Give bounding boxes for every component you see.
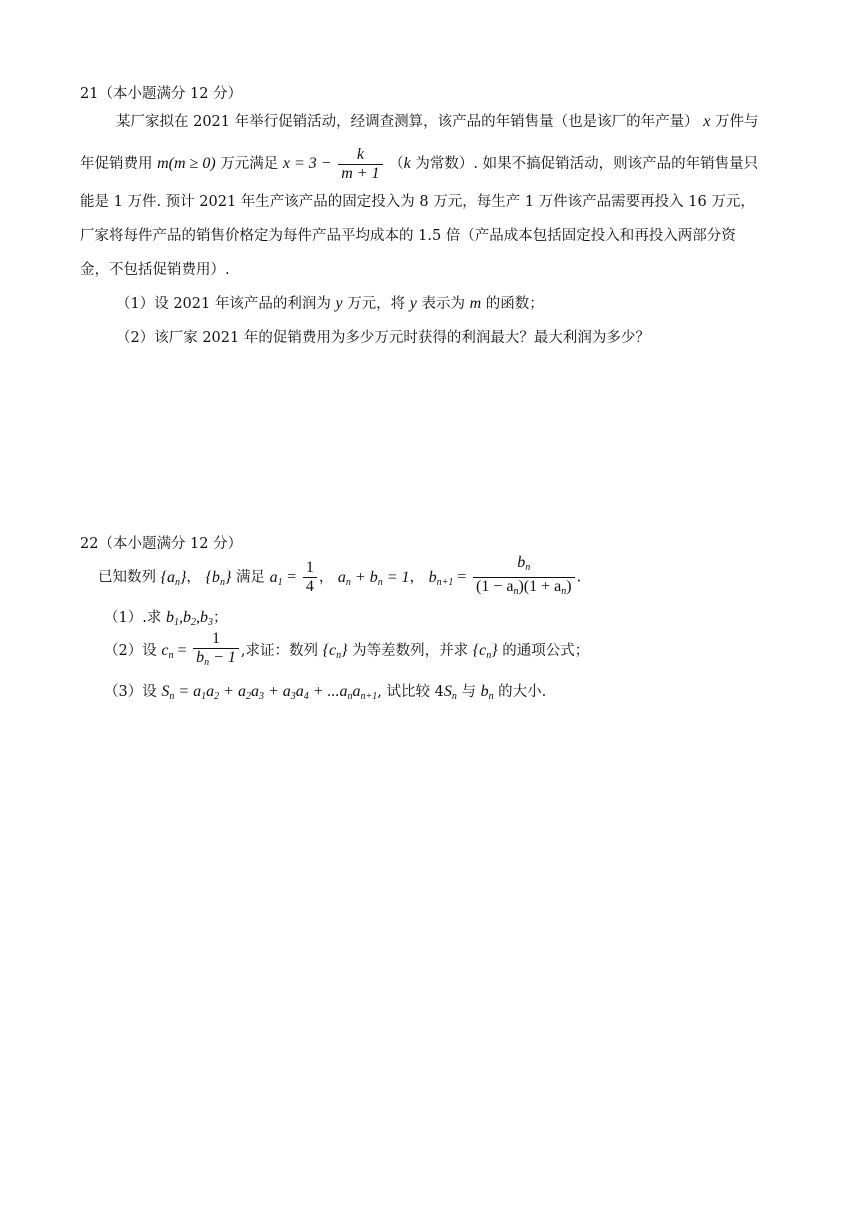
- q21-paragraph-line-5: [80, 260, 230, 280]
- q22-text: ；: [212, 610, 228, 626]
- fraction-recurrence: [473, 554, 575, 601]
- var-y: y: [335, 295, 343, 312]
- q21-text: 的函数；: [485, 296, 544, 312]
- q21-text: 某厂家拟在 2021 年举行促销活动，经调查测算，该产品的年销售量（也是该厂的年产量）: [116, 114, 699, 130]
- q22-text: .: [576, 569, 582, 586]
- fraction-denominator: $b_n - 1$: [193, 648, 239, 672]
- q21-text: 厂家将每件产品的销售价格定为每件产品平均成本的 1.5 倍（产品成本包括固定投入和再投入两部分资: [80, 228, 736, 244]
- fraction-c-n-definition: [193, 630, 239, 672]
- q22-text: （1）.求: [104, 610, 162, 626]
- q22-text: ，: [318, 569, 334, 586]
- q21-subquestion-2: [116, 328, 650, 348]
- fraction-one-quarter: [303, 559, 317, 596]
- q21-paragraph-line-4: [80, 226, 736, 246]
- q22-text: ，: [186, 569, 201, 586]
- sequence-b: $\{b_n\}$: [205, 568, 232, 588]
- term-a1: $a_1$: [269, 568, 283, 588]
- fraction-numerator: k: [356, 145, 364, 163]
- sequence-c: $\{c_n\}$: [322, 642, 348, 661]
- equals-sign: =: [287, 568, 297, 586]
- q22-text: 为等差数列，并求: [352, 643, 469, 659]
- q22-text: 的通项公式；: [502, 643, 590, 659]
- q21-paragraph-line-1: [116, 112, 758, 132]
- q21-text: 表示为: [421, 296, 466, 312]
- var-k: k: [403, 155, 411, 172]
- q22-text: （2）设: [104, 643, 157, 659]
- sequence-c: $\{c_n\}$: [472, 642, 498, 661]
- q22-text: , 试比较 4: [377, 684, 444, 700]
- q21-text: 万元，将: [347, 296, 406, 312]
- q21-header: [80, 84, 242, 104]
- fraction-numerator: $b_n$: [517, 554, 531, 573]
- q22-paragraph-line-1: [98, 554, 581, 604]
- equals-sign: =: [453, 568, 467, 586]
- q21-subquestion-1: [116, 294, 544, 314]
- sum-definition: $S_n = a_1a_2 + a_2a_3 + a_3a_4 + ...a_na_{n+1}$: [161, 683, 378, 702]
- fraction-denominator: 4: [303, 577, 317, 596]
- q22-text: 已知数列: [98, 569, 156, 586]
- equation-left: x = 3 −: [282, 155, 332, 172]
- q22-text: 与: [461, 684, 476, 700]
- q21-text: （: [389, 156, 404, 172]
- q21-text: 为常数）. 如果不搞促销活动，则该产品的年销售量只: [415, 156, 759, 172]
- q22-text: 的大小.: [498, 684, 547, 700]
- q21-text: 年促销费用: [80, 156, 153, 172]
- q22-subquestion-3: [104, 682, 546, 707]
- fraction-numerator: 1: [305, 559, 314, 576]
- q21-header-text: 21（本小题满分 12 分）: [80, 86, 243, 102]
- q21-text: 万件与: [714, 114, 759, 130]
- equals-sign: =: [173, 642, 187, 659]
- q21-text: 能是 1 万件. 预计 2021 年生产该产品的固定投入为 8 万元，每生产 1 万件该产品需要再投入 16 万元，: [80, 194, 755, 210]
- q21-text: （1）设 2021 年该产品的利润为: [116, 296, 331, 312]
- q21-text: 金，不包括促销费用）.: [80, 262, 230, 278]
- q22-header: [80, 534, 242, 554]
- var-x: x: [703, 113, 711, 130]
- q21-paragraph-line-3: [80, 192, 755, 212]
- var-y: y: [409, 295, 417, 312]
- term-S-n: $S_n$: [443, 683, 457, 702]
- fraction-numerator: 1: [211, 630, 220, 647]
- q22-text: （3）设: [104, 684, 157, 700]
- condition-m: m(m ≥ 0): [157, 155, 216, 172]
- q21-paragraph-line-2: [80, 144, 758, 184]
- q22-header-text: 22（本小题满分 12 分）: [80, 536, 243, 552]
- q22-text: ,求证：数列: [240, 643, 318, 659]
- fraction-denominator: $(1 - a_n)(1 + a_n)$: [473, 577, 575, 601]
- term-b-n-plus-1: $b_{n+1}$: [428, 568, 454, 588]
- fraction-k-over-m-plus-1: [338, 146, 382, 183]
- term-c-n: $c_n$: [161, 642, 174, 661]
- sum-condition: $a_n + b_n = 1$: [337, 568, 410, 588]
- q22-subquestion-2: [104, 630, 589, 677]
- q21-text: （2）该厂家 2021 年的促销费用为多少万元时获得的利润最大？最大利润为多少？: [116, 330, 650, 346]
- q22-text: 满足: [235, 569, 265, 586]
- sequence-a: $\{a_n\}$: [160, 568, 187, 588]
- term-b-n: $b_n$: [480, 683, 494, 702]
- fraction-denominator: m + 1: [338, 164, 382, 183]
- q22-text: ，: [409, 569, 425, 586]
- q21-text: 万元满足: [220, 156, 279, 172]
- var-m: m: [469, 295, 482, 312]
- terms-b1-b2-b3: $b_1,b_2,b_3$: [165, 609, 213, 628]
